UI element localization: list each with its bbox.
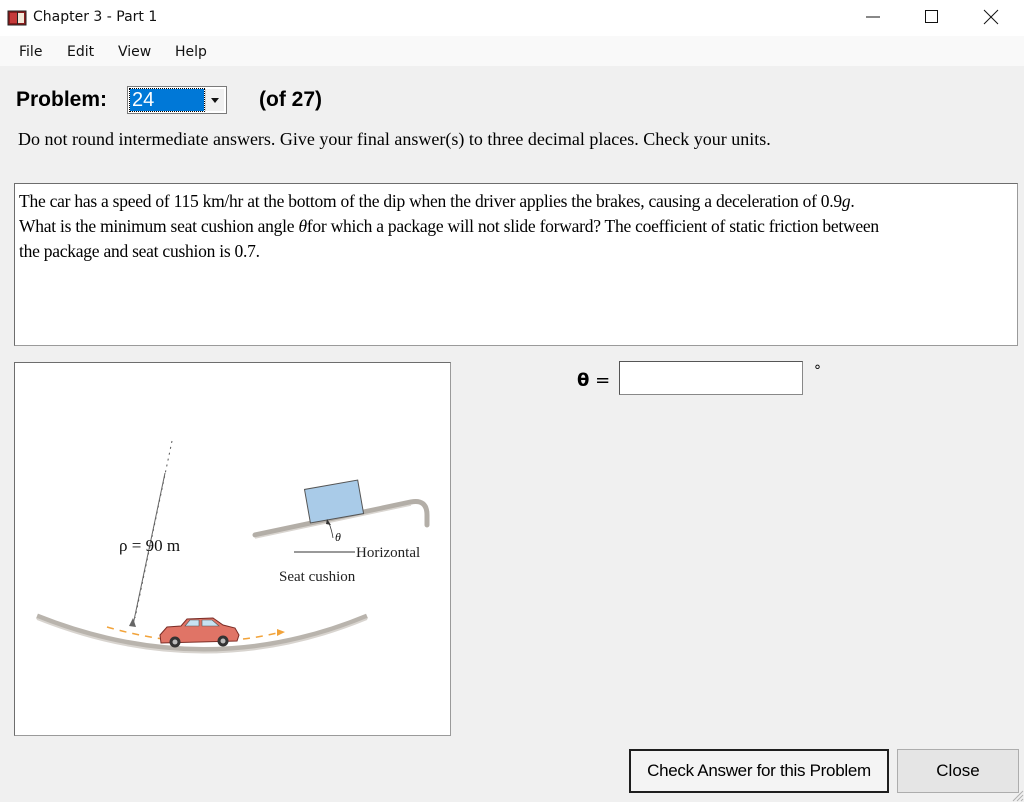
menu-bar: [0, 36, 1024, 66]
menu-file[interactable]: File: [19, 44, 43, 60]
resize-grip-icon[interactable]: [1010, 788, 1024, 802]
answer-label: [577, 370, 610, 391]
problem-select[interactable]: [127, 86, 227, 114]
degree-unit: °: [814, 363, 821, 379]
minimize-icon: [865, 9, 881, 25]
maximize-button[interactable]: [903, 0, 961, 34]
car-icon: [160, 618, 239, 648]
problem-line-1-text: The car has a speed of 115 km/hr at the bottom of the dip when the driver applies the brakes, causing a deceleration of 0.9: [19, 191, 842, 211]
theta-figure-label: θ: [335, 530, 341, 544]
close-window-button[interactable]: [962, 0, 1020, 34]
problem-count: (of 27): [259, 88, 322, 111]
problem-label: Problem:: [16, 88, 108, 111]
theta-symbol: θ: [298, 216, 307, 236]
title-bar: [0, 0, 1024, 36]
book-icon: [6, 9, 28, 27]
maximize-icon: [924, 9, 940, 25]
chevron-down-icon: [206, 89, 224, 111]
check-answer-button[interactable]: Check Answer for this Problem: [629, 749, 889, 793]
menu-view[interactable]: View: [118, 44, 152, 60]
angle-arc: [329, 523, 333, 538]
horizontal-label: Horizontal: [356, 545, 421, 561]
radius-arrowhead: [129, 618, 136, 627]
problem-line-2: [19, 214, 1015, 239]
motion-arrowhead: [277, 629, 285, 636]
problem-statement-box: [14, 183, 1018, 346]
problem-statement: [19, 189, 1015, 264]
seat-cushion-label: Seat cushion: [279, 569, 356, 585]
close-icon: [983, 9, 999, 25]
motion-path-right: [243, 633, 277, 639]
answer-theta: θ: [577, 370, 590, 391]
answer-equals: =: [589, 370, 611, 391]
menu-help[interactable]: Help: [175, 44, 207, 60]
problem-line-2-text: What is the minimum seat cushion angle: [19, 216, 299, 236]
rho-label: ρ = 90 m: [119, 536, 181, 555]
gravity-symbol: g: [841, 191, 851, 211]
problem-line-1: [19, 189, 1015, 214]
problem-figure: [15, 363, 450, 735]
problem-select-dropdown-button[interactable]: [205, 89, 224, 111]
window-title: Chapter 3 - Part 1: [33, 9, 158, 25]
menu-edit[interactable]: Edit: [67, 44, 95, 60]
problem-select-value: 24: [130, 89, 204, 111]
problem-line-2-rest: for which a package will not slide forward? The coefficient of static friction between: [306, 216, 879, 236]
answer-input[interactable]: [619, 361, 803, 395]
close-button[interactable]: Close: [897, 749, 1019, 793]
problem-line-1-end: .: [850, 191, 855, 211]
minimize-button[interactable]: [844, 0, 902, 34]
problem-line-3: the package and seat cushion is 0.7.: [19, 241, 260, 261]
instructions-text: Do not round intermediate answers. Give your final answer(s) to three decimal places. Check your units.: [18, 129, 771, 149]
figure-box: [14, 362, 451, 736]
motion-path-left: [107, 627, 163, 639]
